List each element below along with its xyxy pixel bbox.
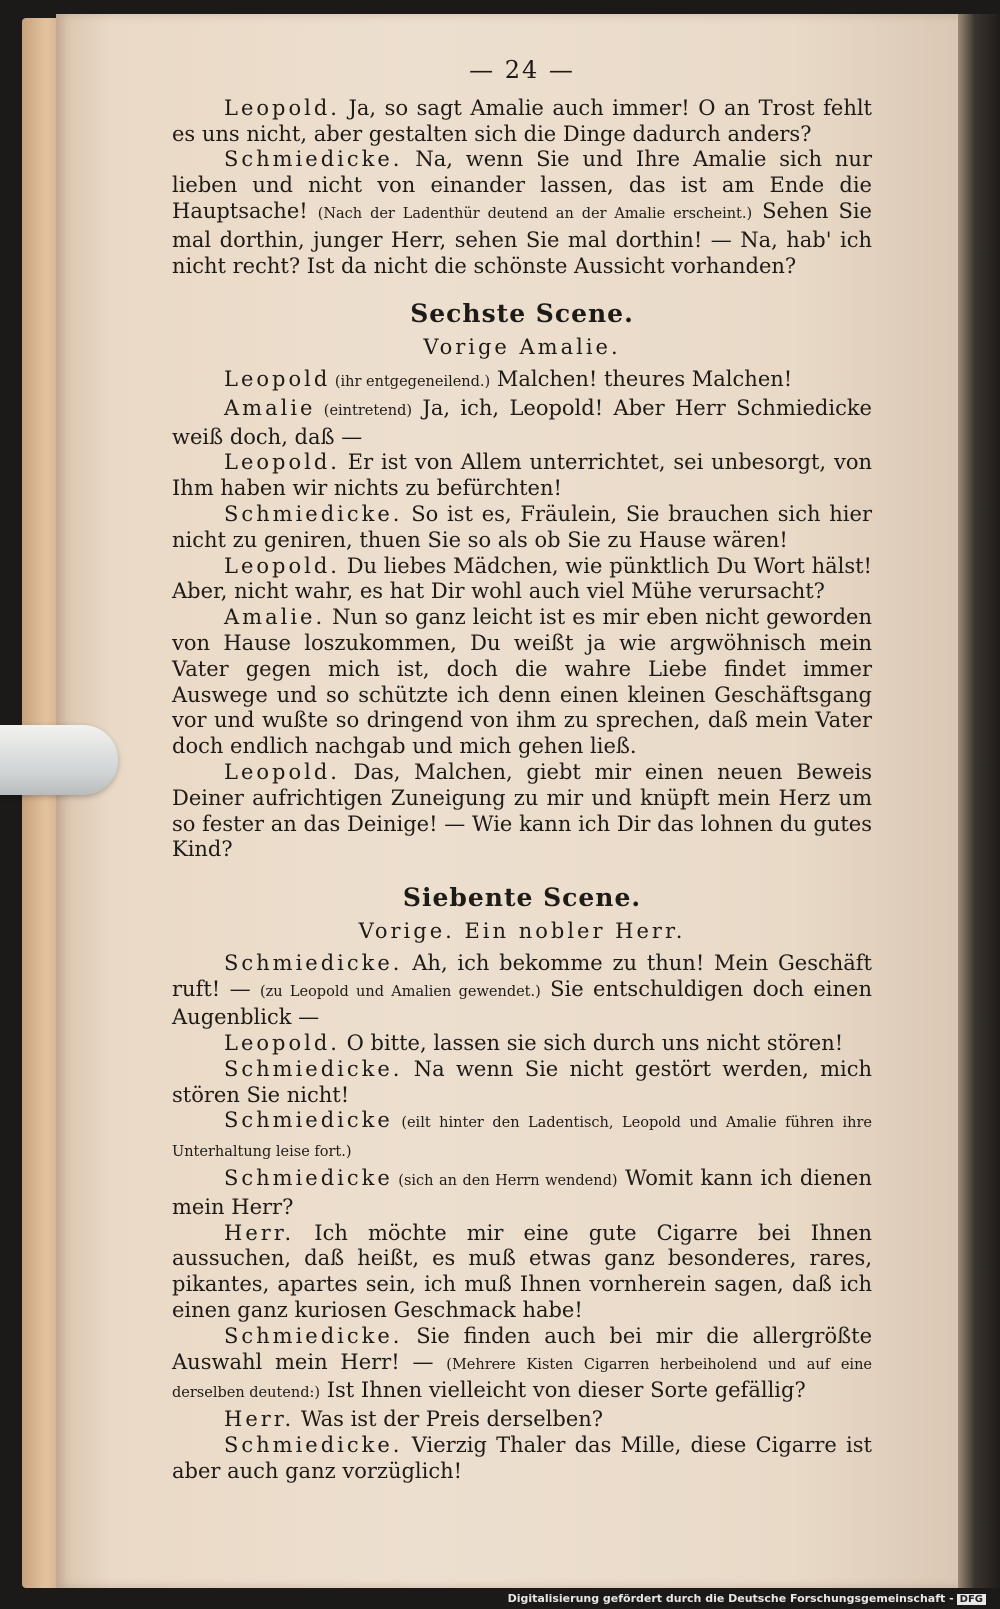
dialogue-line: Leopold. Das, Malchen, giebt mir einen neuen Beweis Deiner aufrichtigen Zuneigung zu mir und knüpft mein Herz um so fester an das Deinige! — Wie kann ich Dir das lohnen du gutes Kind?: [172, 759, 872, 862]
page-text: [172, 58, 872, 1485]
page-number: — 24 —: [469, 56, 575, 84]
speaker: Amalie: [224, 395, 316, 420]
scene-heading: Siebente Scene.: [402, 883, 642, 913]
bookmark-clip: [0, 725, 118, 795]
speaker: Leopold.: [224, 553, 340, 578]
scene-cast: Vorige. Ein nobler Herr.: [358, 918, 686, 943]
dialogue-line: [172, 1108, 872, 1166]
speaker: Schmiedicke.: [224, 501, 403, 526]
speaker: Schmiedicke: [224, 1166, 393, 1191]
stage-direction: (Mehrere Kisten Cigarren herbeiholend und auf eine derselben deutend:): [172, 1356, 872, 1402]
stage-direction: (Nach der Ladenthür deutend an der Amalie erscheint.): [317, 205, 753, 222]
speaker: Schmiedicke.: [224, 950, 403, 975]
dialogue-line: Leopold. Du liebes Mädchen, wie pünktlich Du Wort hälst! Aber, nicht wahr, es hat Dir wohl auch viel Mühe verursacht?: [172, 553, 872, 604]
dialogue-line: Schmiedicke (sich an den Herrn wendend) Womit kann ich dienen mein Herr?: [172, 1166, 873, 1219]
stage-direction: (ihr entgegeneilend.): [330, 373, 491, 390]
speaker: Leopold: [224, 366, 331, 391]
dialogue-line: Schmiedicke. Ah, ich bekomme zu thun! Mein Geschäft ruft! — (zu Leopold und Amalien gewendet.) Sie entschuldigen doch einen Augenblick —: [172, 950, 872, 1030]
speaker: Schmiedicke.: [224, 1433, 403, 1458]
speaker: Herr.: [224, 1407, 295, 1432]
speaker: Schmiedicke.: [224, 1056, 403, 1081]
scene-heading: Sechste Scene.: [410, 299, 634, 329]
dialogue-line: Schmiedicke. So ist es, Fräulein, Sie brauchen sich hier nicht zu geniren, thuen Sie so als ob Sie zu Hause wären!: [172, 501, 872, 552]
speaker: Leopold.: [224, 1031, 340, 1056]
dialogue-line: Herr. Was ist der Preis derselben?: [224, 1407, 604, 1432]
dialogue-line: Schmiedicke. Na wenn Sie nicht gestört werden, mich stören Sie nicht!: [172, 1056, 872, 1107]
speaker: Leopold.: [224, 95, 340, 120]
speaker: Leopold.: [224, 450, 340, 475]
stage-direction: (eintretend): [315, 402, 413, 419]
speaker: Amalie.: [224, 605, 326, 630]
dialogue-line: Schmiedicke. Sie finden auch bei mir die allergrößte Auswahl mein Herr! — (Mehrere Kisten Cigarren herbeiholend und auf eine derselben deutend:) Ist Ihnen vielleicht von dieser Sorte gefällig?: [172, 1323, 872, 1403]
digitization-credit: Digitalisierung gefördert durch die Deutsche Forschungsgemeinschaft - DFG: [508, 1592, 986, 1605]
dialogue-line: Schmiedicke. Vierzig Thaler das Mille, diese Cigarre ist aber auch ganz vorzüglich!: [172, 1433, 872, 1483]
dialogue-line: Leopold. Er ist von Allem unterrichtet, sei unbesorgt, von Ihm haben wir nichts zu befürchten!: [172, 450, 872, 501]
dialogue-line: Leopold. O bitte, lassen sie sich durch uns nicht stören!: [224, 1031, 844, 1056]
speaker: Leopold.: [224, 759, 340, 784]
speaker: Schmiedicke.: [224, 147, 403, 172]
dialogue-line: Leopold. Ja, so sagt Amalie auch immer! O an Trost fehlt es uns nicht, aber gestalten sich die Dinge dadurch anders?: [172, 95, 872, 146]
dfg-logo: DFG: [957, 1594, 986, 1605]
dialogue-line: Herr. Ich möchte mir eine gute Cigarre bei Ihnen aussuchen, daß heißt, es muß etwas ganz besonderes, rares, pikantes, apartes sein, ich muß Ihnen vornherein sagen, daß ich einen ganz kuriosen Geschmack habe!: [172, 1220, 872, 1323]
speaker: Schmiedicke: [224, 1108, 393, 1133]
speaker: Herr.: [224, 1220, 295, 1245]
stage-direction: (sich an den Herrn wendend): [392, 1173, 618, 1190]
dialogue-line: Amalie (eintretend) Ja, ich, Leopold! Aber Herr Schmiedicke weiß doch, daß —: [172, 395, 872, 449]
speaker: Schmiedicke.: [224, 1323, 403, 1348]
stage-direction: (zu Leopold und Amalien gewendet.): [259, 983, 541, 1000]
scene-cast: Vorige Amalie.: [423, 335, 621, 360]
dialogue-line: Amalie. Nun so ganz leicht ist es mir eben nicht geworden von Hause loszukommen, Du weißt ja wie argwöhnisch mein Vater gegen mich ist, doch die wahre Liebe findet immer Auswege und so schützte ich denn einen kleinen Geschäftsgang vor und wußte so dringend von ihm zu sprechen, daß mein Vater doch endlich nachgab und mich gehen ließ.: [172, 605, 872, 759]
book-edge-right: [958, 14, 1000, 1588]
dialogue-line: Leopold (ihr entgegeneilend.) Malchen! theures Malchen!: [224, 366, 793, 391]
dialogue-line: Schmiedicke. Na, wenn Sie und Ihre Amalie sich nur lieben und nicht von einander lassen, das ist am Ende die Hauptsache! (Nach der Ladenthür deutend an der Amalie erscheint.) Sehen Sie mal dorthin, junger Herr, sehen Sie mal dorthin! — Na, hab' ich nicht recht? Ist da nicht die schönste Aussicht vorhanden?: [172, 147, 872, 278]
stage-direction: (eilt hinter den Ladentisch, Leopold und Amalie führen ihre Unterhaltung leise fort.): [172, 1115, 872, 1161]
